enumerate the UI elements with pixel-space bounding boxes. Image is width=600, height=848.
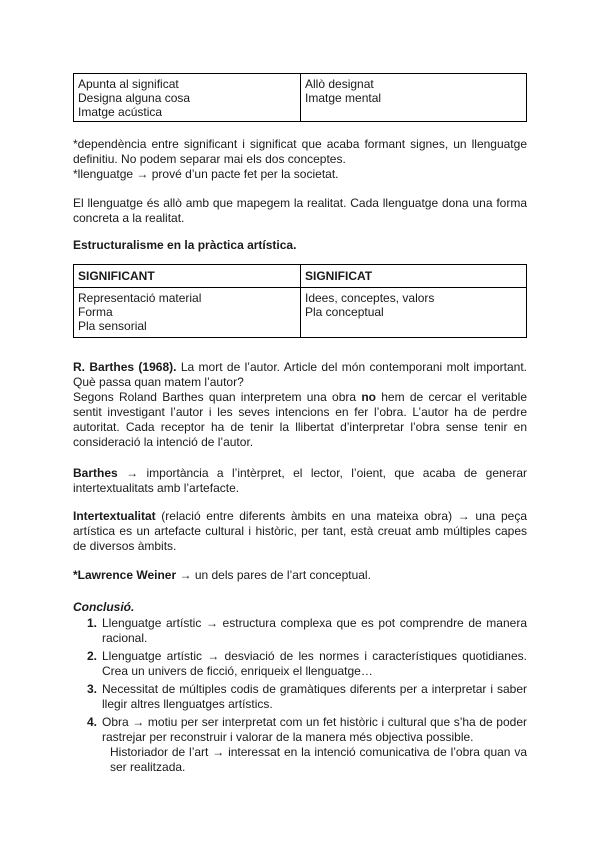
table1-left-cell bbox=[74, 74, 301, 122]
list-item bbox=[73, 715, 527, 745]
heading-estructuralisme: Estructuralisme en la pràctica artística. bbox=[73, 238, 297, 252]
table2-header-significant: SIGNIFICANT bbox=[74, 265, 301, 288]
table2-left-line: Representació material bbox=[78, 291, 202, 305]
list-text: Obra → motiu per ser interpretat com un fet històric i cultural que s’ha de poder rastrejar per reconstruir i valorar de la manera més objectiva possible. bbox=[102, 715, 527, 744]
table1-right-cell bbox=[301, 74, 527, 122]
table2-left-line: Forma bbox=[78, 305, 113, 319]
table2-right-cell bbox=[301, 288, 527, 338]
structuralism-table bbox=[73, 264, 527, 338]
list-item bbox=[73, 682, 527, 712]
list-number: 2. bbox=[87, 649, 98, 663]
table1-left-line: Apunta al significat bbox=[78, 77, 179, 91]
table1-left-line: Designa alguna cosa bbox=[78, 91, 191, 105]
intertext-bold: Intertextualitat bbox=[73, 509, 156, 523]
note-llenguatge: *llenguatge → prové d’un pacte fet per la societat. bbox=[73, 167, 339, 181]
barthes-title: R. Barthes (1968). bbox=[73, 360, 177, 374]
list-item bbox=[73, 649, 527, 679]
table2-left-cell bbox=[74, 288, 301, 338]
barthes-interpreter bbox=[73, 466, 527, 496]
table2-left-line: Pla sensorial bbox=[78, 319, 147, 333]
barthes-no: no bbox=[361, 390, 376, 404]
barthes-intro: La mort de l’autor. Article del món contemporani molt important. Què passa quan matem l’autor? bbox=[73, 360, 527, 389]
paragraph-llenguatge: El llenguatge és allò amb que mapegem la realitat. Cada llenguatge dona una forma concreta a la realitat. bbox=[73, 196, 527, 225]
intertextualitat bbox=[73, 509, 527, 554]
weiner-text: → un dels pares de l’art conceptual. bbox=[176, 568, 371, 582]
signifier-table bbox=[73, 73, 527, 122]
list-text: Necessitat de múltiples codis de gramàtiques diferents per a interpretar i saber llegir altres llenguatges artístics. bbox=[102, 682, 527, 711]
conclusio-section bbox=[73, 600, 527, 775]
table2-header-significat: SIGNIFICAT bbox=[301, 265, 527, 288]
intertext-text: (relació entre diferents àmbits en una mateixa obra) → una peça artística es un artefacte cultural i històric, per tant, està creuat amb múltiples capes de diversos àmbits. bbox=[73, 509, 527, 553]
barthes-bold: Barthes bbox=[73, 466, 118, 480]
table1-right-line: Imatge mental bbox=[305, 91, 382, 105]
table1-right-line: Allò designat bbox=[305, 77, 374, 91]
barthes-text-b: hem de cercar el veritable sentit investigant l’autor i les seves intencions en fer l’obra. L’autor ha de perdre autoritat. Cada receptor ha de tenir la llibertat d’interpretar l’obra sense tenir en consideració la intenció de l’autor. bbox=[73, 390, 527, 449]
conclusio-title: Conclusió. bbox=[73, 600, 135, 614]
list-number: 3. bbox=[87, 682, 98, 696]
list-text: Llenguatge artístic → desviació de les normes i característiques quotidianes. Crea un univers de ficció, enriqueix el llenguatge… bbox=[102, 649, 527, 678]
list-item bbox=[73, 616, 527, 646]
note-dependencia: *dependència entre significant i significat que acaba formant signes, un llenguatge definitiu. No podem separar mai els dos conceptes. bbox=[73, 137, 527, 166]
table2-right-line: Idees, conceptes, valors bbox=[305, 291, 435, 305]
barthes-paragraph-2 bbox=[73, 390, 527, 450]
historiador-note: Historiador de l’art → interessat en la intenció comunicativa de l’obra quan va ser realitzada. bbox=[110, 745, 527, 774]
barthes-text-a: Segons Roland Barthes quan interpretem una obra bbox=[73, 390, 362, 404]
weiner-note bbox=[73, 568, 527, 583]
table1-left-line: Imatge acústica bbox=[78, 105, 163, 119]
weiner-bold: *Lawrence Weiner bbox=[73, 568, 177, 582]
list-number: 4. bbox=[87, 715, 98, 729]
table2-right-line: Pla conceptual bbox=[305, 305, 384, 319]
barthes-section bbox=[73, 360, 527, 450]
conclusio-list bbox=[73, 616, 527, 745]
list-number: 1. bbox=[87, 616, 98, 630]
barthes-text: → importància a l’intèrpret, el lector, l’oient, que acaba de generar intertextualitats amb l’artefacte. bbox=[73, 466, 527, 495]
list-text: Llenguatge artístic → estructura complexa que es pot comprendre de manera racional. bbox=[102, 616, 527, 645]
barthes-paragraph-1 bbox=[73, 360, 527, 390]
